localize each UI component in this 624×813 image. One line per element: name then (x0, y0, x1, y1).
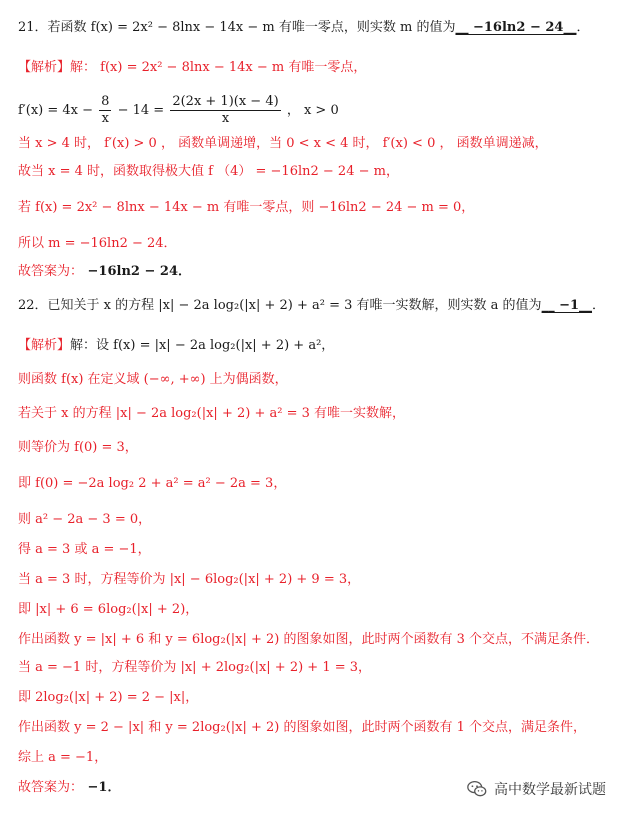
q21-final-answer (18, 262, 191, 282)
q22-final-value: −1． (83, 780, 121, 795)
q21-stem-tail: ． (576, 20, 590, 35)
q22-analysis-tag-tail: 解：设 f(x) = |x| − 2a log₂(|x| + 2) + a²， (70, 338, 335, 353)
q22-final-label: 故答案为： (18, 780, 84, 795)
q22-step-3: 则等价为 f(0) = 3， (18, 440, 138, 455)
q21-step-2-b: − 14 = (117, 103, 165, 118)
q22-step-8: 即 |x| + 6 = 6log₂(|x| + 2)， (18, 602, 199, 617)
wechat-icon (466, 778, 488, 800)
q22-step-5: 则 a² − 2a − 3 = 0， (18, 512, 152, 527)
q21-fraction-1-den: x (101, 111, 109, 126)
q22-step-13: 综上 a = −1， (18, 750, 108, 765)
q22-step-11: 即 2log₂(|x| + 2) = 2 − |x|， (18, 690, 199, 705)
q22-stem-tail: ． (592, 298, 606, 313)
q22-analysis-tag: 【解析】 (18, 338, 71, 353)
watermark-text: 高中数学最新试题 (494, 782, 606, 798)
q21-final-value: −16ln2 − 24． (83, 264, 191, 279)
q21-step-4: 故当 x = 4 时，函数取得极大值 f （4） = −16ln2 − 24 − m， (18, 164, 399, 179)
watermark (466, 778, 606, 800)
q22-step-4: 即 f(0) = −2a log₂ 2 + a² = a² − 2a = 3， (18, 476, 287, 491)
q22-step-7: 当 a = 3 时，方程等价为 |x| − 6log₂(|x| + 2) + 9 = 3， (18, 572, 361, 587)
q21-final-label: 故答案为： (18, 264, 84, 279)
q21-analysis-tag-tail: 解： (70, 60, 97, 75)
q22-step-6: 得 a = 3 或 a = −1， (18, 542, 151, 557)
q21-fraction-2-den: x (221, 111, 230, 126)
q21-step-6: 所以 m = −16ln2 − 24． (18, 236, 177, 251)
q22-step-1: 则函数 f(x) 在定义域 (−∞, +∞) 上为偶函数， (18, 372, 288, 387)
q22-analysis-header (18, 336, 334, 356)
q21-analysis-tag: 【解析】 (18, 60, 71, 75)
q21-step-2-a: f′(x) = 4x − (18, 103, 94, 118)
q22-stem (18, 296, 605, 316)
q21-analysis-header (18, 58, 366, 78)
q21-fraction-2 (170, 94, 280, 127)
q21-step-5: 若 f(x) = 2x² − 8lnx − 14x − m 有唯一零点，则 −16ln2 − 24 − m = 0， (18, 200, 475, 215)
q22-step-10: 当 a = −1 时，方程等价为 |x| + 2log₂(|x| + 2) + 1 = 3， (18, 660, 372, 675)
q21-answer: __ −16ln2 − 24__ (455, 20, 577, 35)
q21-fraction-2-num: 2(2x + 1)(x − 4) (172, 94, 279, 109)
q21-stem (18, 18, 589, 38)
q22-answer: __ −1__ (541, 298, 593, 313)
q21-fraction-1-num: 8 (101, 94, 110, 109)
q21-fraction-1 (99, 94, 111, 127)
q21-step-2 (18, 94, 339, 127)
q22-stem-text: 22．已知关于 x 的方程 |x| − 2a log₂(|x| + 2) + a² = 3 有唯一实数解，则实数 a 的值为 (18, 298, 542, 313)
q21-stem-text: 21．若函数 f(x) = 2x² − 8lnx − 14x − m 有唯一零点，则实数 m 的值为 (18, 20, 456, 35)
q22-step-9: 作出函数 y = |x| + 6 和 y = 6log₂(|x| + 2) 的图象如图，此时两个函数有 3 个交点，不满足条件． (18, 632, 600, 647)
q21-step-1: f(x) = 2x² − 8lnx − 14x − m 有唯一零点， (100, 60, 367, 75)
q21-step-3: 当 x > 4 时， f′(x) > 0 ， 函数单调递增，当 0 < x < 4 时， f′(x) < 0 ， 函数单调递减， (18, 136, 548, 151)
q22-step-2: 若关于 x 的方程 |x| − 2a log₂(|x| + 2) + a² = 3 有唯一实数解， (18, 406, 405, 421)
q22-final-answer (18, 778, 120, 798)
q21-step-2-c: ， x > 0 (286, 103, 339, 118)
q22-step-12: 作出函数 y = 2 − |x| 和 y = 2log₂(|x| + 2) 的图象如图，此时两个函数有 1 个交点，满足条件， (18, 720, 587, 735)
